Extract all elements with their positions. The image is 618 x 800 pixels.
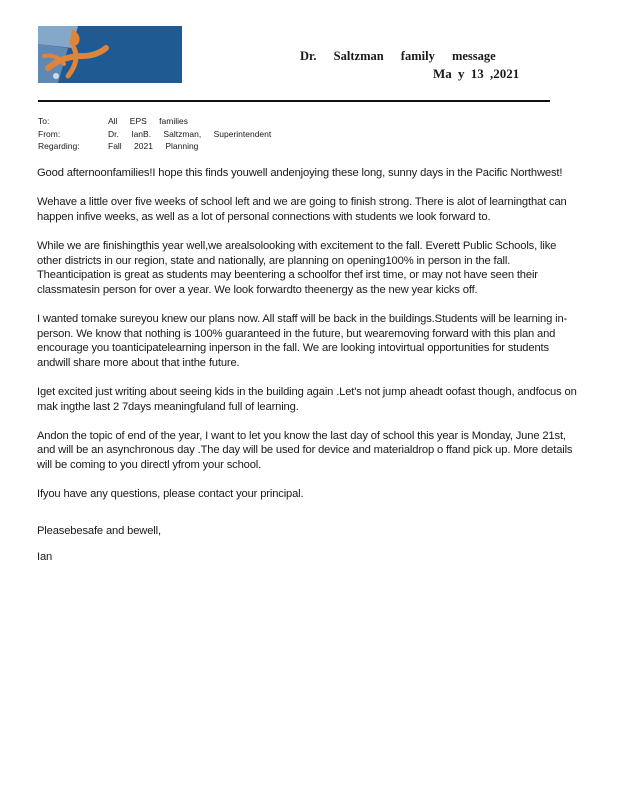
letter-body — [37, 166, 582, 565]
memo-from-label: From: — [38, 128, 61, 139]
header-divider — [38, 100, 550, 102]
message-date: Ma y 13 ,2021 — [433, 66, 520, 81]
greeting-paragraph: Good afternoonfamilies!I hope this finds youwell andenjoying these long, sunny days in the Pacific Northwest! — [37, 167, 563, 179]
memo-from-value: Dr. IanB. Saltzman, Superintendent — [108, 128, 272, 139]
memo-from-row — [38, 128, 271, 141]
weeks-left-paragraph: Wehave a little over five weeks of school left and we are going to finish strong. There is alot of learningthat can happen infive weeks, as well as a lot of personal connections with students we look forward to. — [37, 196, 567, 223]
district-logo — [38, 26, 182, 83]
fall-plans-paragraph: While we are finishingthis year well,we arealsolooking with excitement to the fall. Everett Public Schools, like other districts in our region, state and nationally, are planning on opening100% in person in the fall. Theanticipation is great as students may beentering a schoolfor thef irst time, or may not have seen their classmatesin person for over a year. We look forwardto theenergy as the new year kicks off. — [37, 239, 557, 296]
memo-regarding-label: Regarding: — [38, 141, 80, 151]
questions-paragraph: Ifyou have any questions, please contact your principal. — [37, 488, 304, 501]
memo-regarding-row — [38, 140, 271, 153]
memo-to-label: To: — [38, 116, 50, 126]
signature: Ian — [37, 551, 53, 564]
closing-line: Pleasebesafe and bewell, — [37, 524, 161, 537]
end-of-year-paragraph: Andon the topic of end of the year, I want to let you know the last day of school this year is Monday, June 21st, and will be an asynchronous day .The day will be used for device and materialdrop o ffand pick up. More details will be coming to you directl yfrom your school. — [37, 429, 573, 471]
memo-to-value: All EPS families — [108, 116, 188, 126]
memo-block — [38, 115, 271, 153]
message-title: Dr. Saltzman family message — [300, 49, 496, 63]
last-days-paragraph: Iget excited just writing about seeing kids in the building again .Let's not jump aheadt oofast though, andfocus on mak ingthe last 2 7days meaningfuland full of learning. — [37, 385, 577, 413]
in-person-paragraph: I wanted tomake sureyou knew our plans now. All staff will be back in the buildings.Students will be learning in-person. We know that nothing is 100% guaranteed in the future, but wearemoving forward with this plan and encourage you toanticipatelearning inperson in the fall. We are looking intovirtual opportunities for students andwill share more about that inthe future. — [37, 312, 568, 369]
memo-to-row — [38, 115, 271, 128]
memo-regarding-value: Fall 2021 Planning — [108, 141, 199, 151]
